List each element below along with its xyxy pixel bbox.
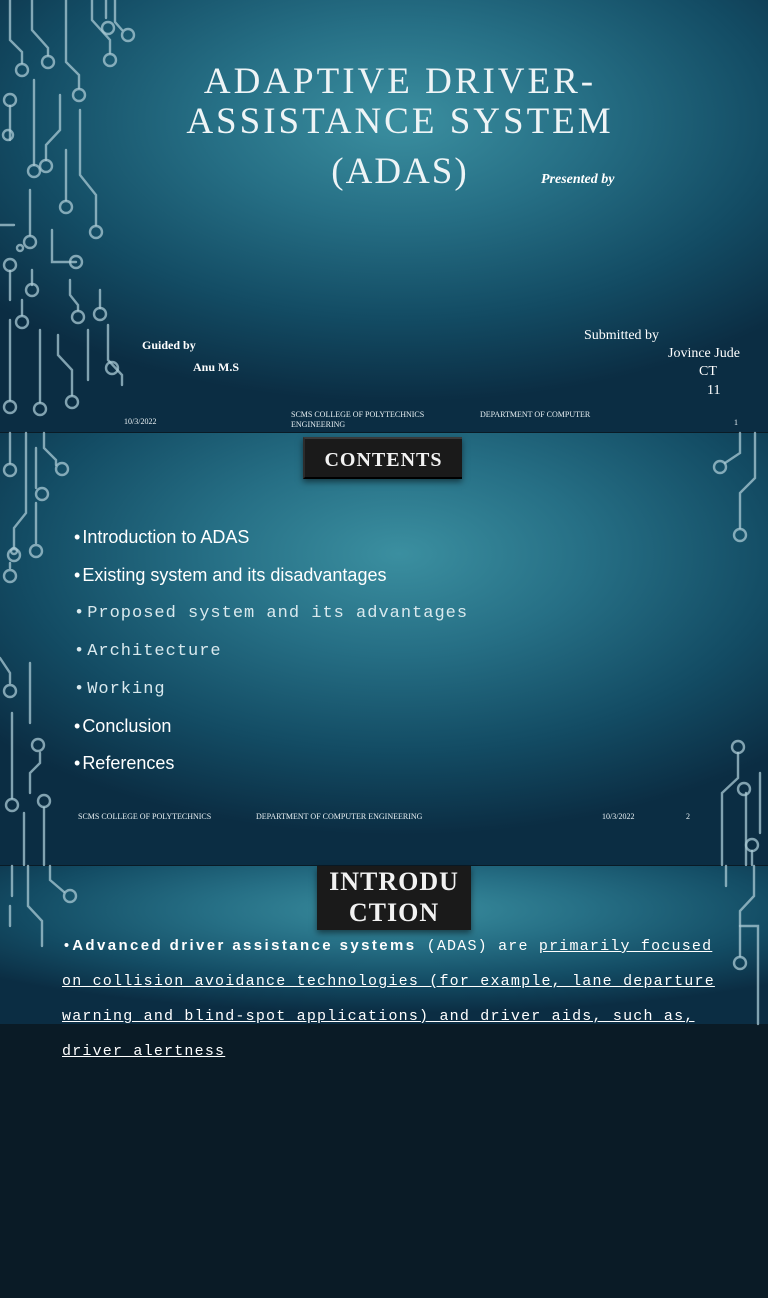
student-class: CT xyxy=(699,364,717,379)
title-line-2: ASSISTANCE SYSTEM xyxy=(186,101,614,142)
heading-line-2: CTION xyxy=(348,898,440,927)
underlined-text: primarily focused on collision avoidance technologies (for example, lane departure warning and blind-spot applications) and driver aids, such as, driver alertness xyxy=(62,938,715,1060)
list-item: • Proposed system and its advantages xyxy=(74,604,468,623)
title-abbreviation: (ADAS) xyxy=(331,151,469,192)
list-item: • Architecture xyxy=(74,642,222,661)
footer-date: 10/3/2022 xyxy=(124,417,157,426)
bold-term: Advanced driver assistance systems xyxy=(72,937,417,954)
student-roll: 11 xyxy=(707,383,721,398)
list-item: • Conclusion xyxy=(74,716,171,737)
footer-department: DEPARTMENT OF COMPUTER ENGINEERING xyxy=(256,812,423,821)
slide-title xyxy=(120,62,680,142)
contents-heading: CONTENTS xyxy=(303,437,462,479)
footer-department-cont: ENGINEERING xyxy=(291,420,346,429)
list-item: • Introduction to ADAS xyxy=(74,527,249,548)
contents-slide xyxy=(0,433,768,865)
page-number: 2 xyxy=(686,812,690,821)
footer-date: 10/3/2022 xyxy=(602,812,635,821)
guided-by-label: Guided by xyxy=(142,338,196,352)
introduction-slide xyxy=(0,866,768,1060)
title-slide xyxy=(0,0,768,432)
footer-college: SCMS COLLEGE OF POLYTECHNICS xyxy=(291,410,425,419)
title-line-1: ADAPTIVE DRIVER- xyxy=(203,61,597,102)
student-name: Jovince Jude xyxy=(668,346,740,361)
presented-by-label: Presented by xyxy=(541,172,615,187)
heading-line-1: INTRODU xyxy=(329,867,459,896)
abbreviation-text: (ADAS) are xyxy=(416,938,539,955)
footer-college: SCMS COLLEGE OF POLYTECHNICS xyxy=(78,812,212,821)
introduction-heading xyxy=(317,866,471,930)
list-item: • Working xyxy=(74,680,166,699)
list-item: • References xyxy=(74,753,174,774)
page-number: 1 xyxy=(734,418,738,427)
footer-department: DEPARTMENT OF COMPUTER xyxy=(480,410,591,419)
introduction-paragraph: •Advanced driver assistance systems (ADAS) are primarily focused on collision avoidance technologies (for example, lane departure warning and blind-spot applications) and driver aids, such as, driver alertness xyxy=(62,937,715,1060)
submitted-by-label: Submitted by xyxy=(584,328,660,343)
list-item: • Existing system and its disadvantages xyxy=(74,565,386,586)
guide-name: Anu M.S xyxy=(193,360,240,374)
